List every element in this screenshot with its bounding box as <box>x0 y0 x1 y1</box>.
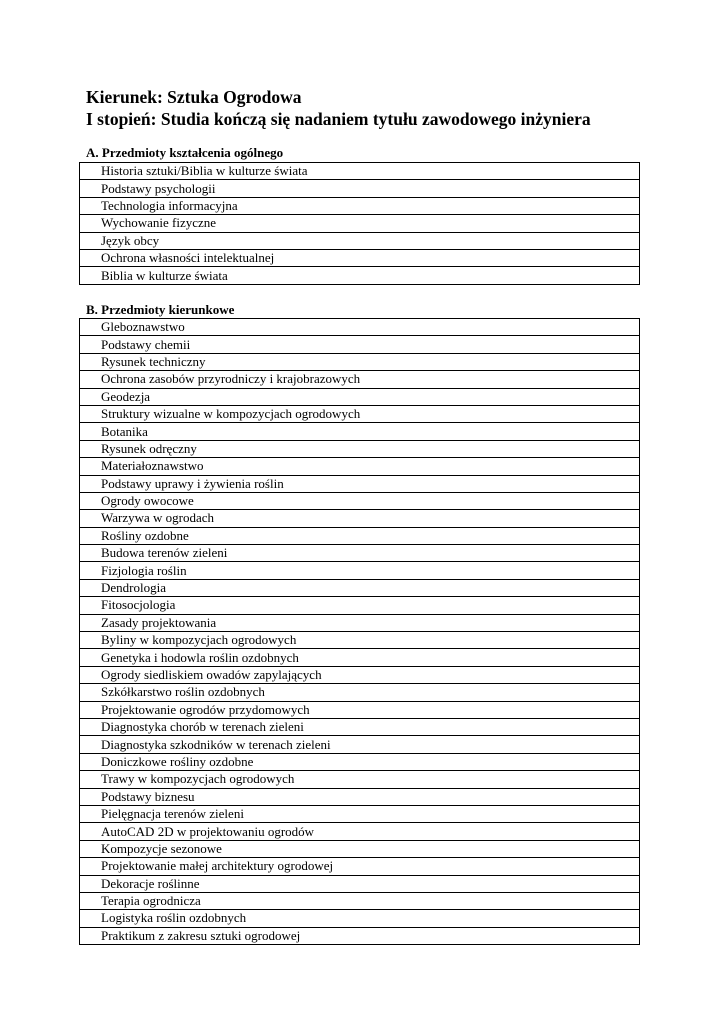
subject-cell: Genetyka i hodowla roślin ozdobnych <box>80 649 640 666</box>
table-row <box>80 475 640 492</box>
table-row <box>80 267 640 284</box>
subject-cell: Diagnostyka chorób w terenach zieleni <box>80 718 640 735</box>
table-row <box>80 736 640 753</box>
table-row <box>80 614 640 631</box>
subject-cell: Fitosocjologia <box>80 597 640 614</box>
subject-cell: Terapia ogrodnicza <box>80 892 640 909</box>
table-row <box>80 753 640 770</box>
table-row <box>80 562 640 579</box>
subject-cell: Wychowanie fizyczne <box>80 215 640 232</box>
subject-cell: Fizjologia roślin <box>80 562 640 579</box>
subject-cell: Geodezja <box>80 388 640 405</box>
subject-cell: Diagnostyka szkodników w terenach zieleni <box>80 736 640 753</box>
table-row <box>80 858 640 875</box>
subject-cell: Kompozycje sezonowe <box>80 840 640 857</box>
table-row <box>80 666 640 683</box>
subject-cell: Rysunek odręczny <box>80 440 640 457</box>
subject-cell: Podstawy uprawy i żywienia roślin <box>80 475 640 492</box>
table-row <box>80 545 640 562</box>
table-row <box>80 353 640 370</box>
subject-cell: Ogrody siedliskiem owadów zapylających <box>80 666 640 683</box>
subject-cell: Technologia informacyjna <box>80 197 640 214</box>
table-row <box>80 892 640 909</box>
subject-cell: Podstawy chemii <box>80 336 640 353</box>
subject-cell: Struktury wizualne w kompozycjach ogrodowych <box>80 405 640 422</box>
table-row <box>80 684 640 701</box>
table-row <box>80 823 640 840</box>
subject-cell: Budowa terenów zieleni <box>80 545 640 562</box>
subject-cell: Projektowanie ogrodów przydomowych <box>80 701 640 718</box>
general-subjects-table <box>79 162 640 285</box>
table-row <box>80 336 640 353</box>
table-row <box>80 232 640 249</box>
table-row <box>80 805 640 822</box>
table-row <box>80 701 640 718</box>
major-subjects-table <box>79 318 640 945</box>
subject-cell: Historia sztuki/Biblia w kulturze świata <box>80 163 640 180</box>
subject-cell: Dekoracje roślinne <box>80 875 640 892</box>
subject-cell: Dendrologia <box>80 579 640 596</box>
table-row <box>80 388 640 405</box>
table-row <box>80 788 640 805</box>
table-row <box>80 771 640 788</box>
table-row <box>80 632 640 649</box>
subject-cell: Biblia w kulturze świata <box>80 267 640 284</box>
table-row <box>80 840 640 857</box>
table-row <box>80 197 640 214</box>
table-row <box>80 371 640 388</box>
subject-cell: Rośliny ozdobne <box>80 527 640 544</box>
table-row <box>80 458 640 475</box>
subject-cell: Pielęgnacja terenów zieleni <box>80 805 640 822</box>
table-row <box>80 927 640 944</box>
table-row <box>80 910 640 927</box>
subject-cell: Zasady projektowania <box>80 614 640 631</box>
subject-cell: Ogrody owocowe <box>80 492 640 509</box>
table-row <box>80 875 640 892</box>
subject-cell: Rysunek techniczny <box>80 353 640 370</box>
subject-cell: Ochrona zasobów przyrodniczy i krajobrazowych <box>80 371 640 388</box>
subject-cell: Szkółkarstwo roślin ozdobnych <box>80 684 640 701</box>
subject-cell: Język obcy <box>80 232 640 249</box>
section-heading-major: B. Przedmioty kierunkowe <box>86 302 235 317</box>
table-row <box>80 492 640 509</box>
subject-cell: Ochrona własności intelektualnej <box>80 249 640 266</box>
document-title: Kierunek: Sztuka Ogrodowa <box>86 87 302 107</box>
subject-cell: Trawy w kompozycjach ogrodowych <box>80 771 640 788</box>
subject-cell: Praktikum z zakresu sztuki ogrodowej <box>80 927 640 944</box>
table-row <box>80 319 640 336</box>
subject-cell: Materiałoznawstwo <box>80 458 640 475</box>
table-row <box>80 510 640 527</box>
table-row <box>80 423 640 440</box>
table-row <box>80 718 640 735</box>
subject-cell: Podstawy biznesu <box>80 788 640 805</box>
subject-cell: Logistyka roślin ozdobnych <box>80 910 640 927</box>
subject-cell: AutoCAD 2D w projektowaniu ogrodów <box>80 823 640 840</box>
subject-cell: Warzywa w ogrodach <box>80 510 640 527</box>
subject-cell: Botanika <box>80 423 640 440</box>
table-row <box>80 649 640 666</box>
document-subtitle: I stopień: Studia kończą się nadaniem tytułu zawodowego inżyniera <box>86 109 591 129</box>
subject-cell: Byliny w kompozycjach ogrodowych <box>80 632 640 649</box>
subject-cell: Doniczkowe rośliny ozdobne <box>80 753 640 770</box>
subject-cell: Projektowanie małej architektury ogrodowej <box>80 858 640 875</box>
table-row <box>80 405 640 422</box>
table-row <box>80 527 640 544</box>
table-row <box>80 597 640 614</box>
table-row <box>80 249 640 266</box>
table-row <box>80 180 640 197</box>
table-row <box>80 215 640 232</box>
table-row <box>80 579 640 596</box>
table-row <box>80 440 640 457</box>
subject-cell: Gleboznawstwo <box>80 319 640 336</box>
table-row <box>80 163 640 180</box>
subject-cell: Podstawy psychologii <box>80 180 640 197</box>
title-block <box>86 86 591 130</box>
section-heading-general: A. Przedmioty kształcenia ogólnego <box>86 145 284 160</box>
